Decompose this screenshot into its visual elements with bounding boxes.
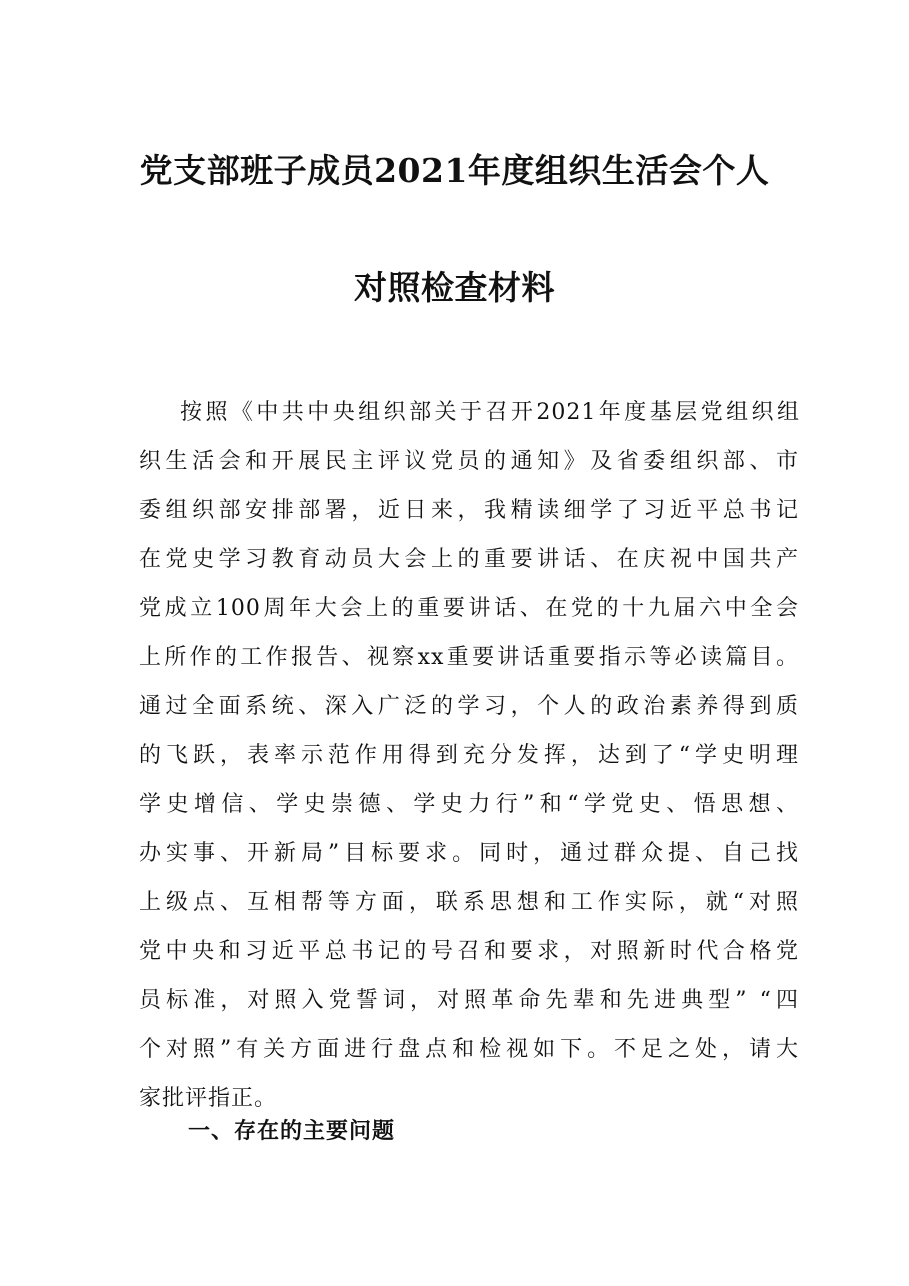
paragraph-line: 的飞跃，表率示范作用得到充分发挥，达到了“学史明理 bbox=[139, 743, 799, 768]
paragraph-line: 上所作的工作报告、视察xx重要讲话重要指示等必读篇目。 bbox=[139, 645, 799, 670]
paragraph-line: 学史增信、学史崇德、学史力行”和“学党史、悟思想、 bbox=[139, 792, 799, 817]
document-title-line-1: 党支部班子成员2021年度组织生活会个人 bbox=[139, 151, 770, 190]
paragraph-line: 员标准，对照入党誓词，对照革命先辈和先进典型” “四 bbox=[139, 988, 799, 1013]
paragraph-line: 通过全面系统、深入广泛的学习，个人的政治素养得到质 bbox=[139, 694, 799, 719]
paragraph-line: 党成立100周年大会上的重要讲话、在党的十九届六中全会 bbox=[139, 596, 799, 621]
paragraph-line: 上级点、互相帮等方面，联系思想和工作实际，就“对照 bbox=[139, 890, 799, 915]
paragraph-line: 党中央和习近平总书记的号召和要求，对照新时代合格党 bbox=[139, 939, 799, 964]
paragraph-line: 个对照”有关方面进行盘点和检视如下。不足之处，请大 bbox=[139, 1037, 799, 1062]
document-title-line-2: 对照检查材料 bbox=[354, 268, 555, 307]
section-heading: 一、存在的主要问题 bbox=[188, 1119, 396, 1144]
paragraph-line: 办实事、开新局”目标要求。同时，通过群众提、自己找 bbox=[139, 841, 799, 866]
paragraph-line: 按照《中共中央组织部关于召开2021年度基层党组织组 bbox=[180, 400, 800, 425]
paragraph-line: 家批评指正。 bbox=[139, 1086, 278, 1111]
paragraph-line: 委组织部安排部署，近日来，我精读细学了习近平总书记 bbox=[139, 498, 799, 523]
paragraph-line: 在党史学习教育动员大会上的重要讲话、在庆祝中国共产 bbox=[139, 547, 799, 572]
paragraph-line: 织生活会和开展民主评议党员的通知》及省委组织部、市 bbox=[139, 449, 799, 474]
